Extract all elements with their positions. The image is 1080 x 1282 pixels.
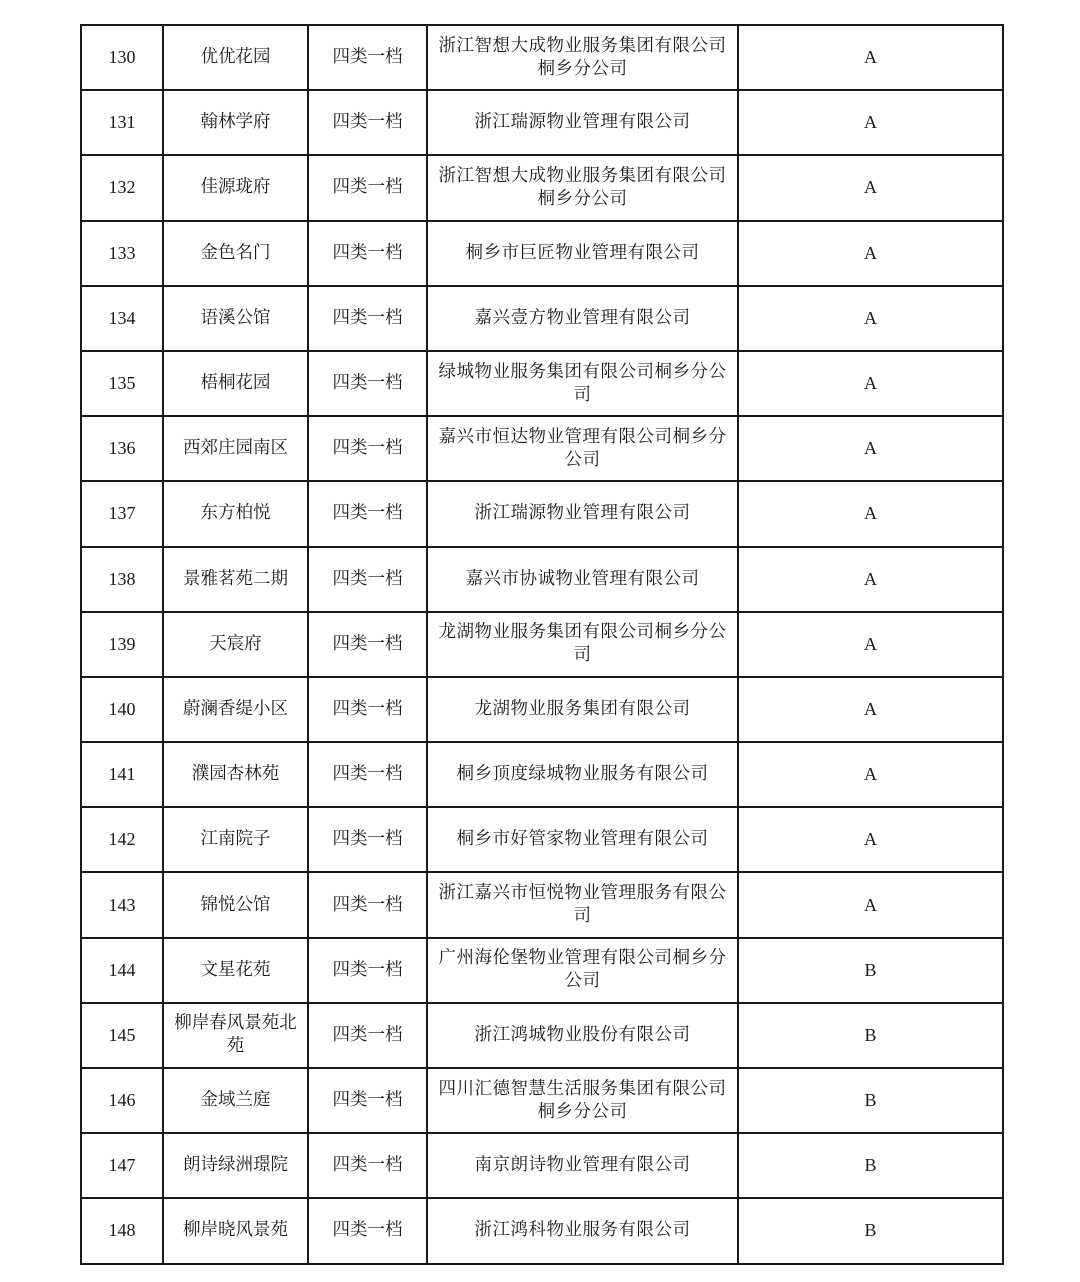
service-category: 四类一档 bbox=[308, 1133, 427, 1198]
property-company: 浙江瑞源物业管理有限公司 bbox=[427, 481, 738, 546]
property-company: 嘉兴壹方物业管理有限公司 bbox=[427, 286, 738, 351]
property-company: 桐乡市好管家物业管理有限公司 bbox=[427, 807, 738, 872]
rating-grade: A bbox=[738, 547, 1003, 612]
residence-name: 景雅茗苑二期 bbox=[163, 547, 308, 612]
row-number: 144 bbox=[81, 938, 163, 1003]
row-number: 139 bbox=[81, 612, 163, 677]
rating-grade: A bbox=[738, 677, 1003, 742]
residence-name: 梧桐花园 bbox=[163, 351, 308, 416]
service-category: 四类一档 bbox=[308, 90, 427, 155]
rating-grade: A bbox=[738, 155, 1003, 220]
table-row bbox=[81, 351, 1003, 416]
row-number: 133 bbox=[81, 221, 163, 286]
rating-grade: B bbox=[738, 1068, 1003, 1133]
row-number: 145 bbox=[81, 1003, 163, 1068]
table-row bbox=[81, 25, 1003, 90]
residence-name: 佳源珑府 bbox=[163, 155, 308, 220]
rating-grade: B bbox=[738, 1133, 1003, 1198]
row-number: 141 bbox=[81, 742, 163, 807]
service-category: 四类一档 bbox=[308, 155, 427, 220]
service-category: 四类一档 bbox=[308, 1068, 427, 1133]
rating-grade: A bbox=[738, 612, 1003, 677]
table-row bbox=[81, 807, 1003, 872]
residence-name: 东方柏悦 bbox=[163, 481, 308, 546]
table-row bbox=[81, 155, 1003, 220]
row-number: 147 bbox=[81, 1133, 163, 1198]
row-number: 131 bbox=[81, 90, 163, 155]
property-company: 四川汇德智慧生活服务集团有限公司桐乡分公司 bbox=[427, 1068, 738, 1133]
property-company: 桐乡市巨匠物业管理有限公司 bbox=[427, 221, 738, 286]
table-body bbox=[81, 25, 1003, 1264]
row-number: 140 bbox=[81, 677, 163, 742]
service-category: 四类一档 bbox=[308, 547, 427, 612]
row-number: 148 bbox=[81, 1198, 163, 1263]
row-number: 132 bbox=[81, 155, 163, 220]
table-row bbox=[81, 221, 1003, 286]
service-category: 四类一档 bbox=[308, 938, 427, 1003]
table-row bbox=[81, 1068, 1003, 1133]
row-number: 143 bbox=[81, 872, 163, 937]
table-row bbox=[81, 416, 1003, 481]
service-category: 四类一档 bbox=[308, 481, 427, 546]
property-company: 南京朗诗物业管理有限公司 bbox=[427, 1133, 738, 1198]
row-number: 142 bbox=[81, 807, 163, 872]
property-company: 浙江鸿科物业服务有限公司 bbox=[427, 1198, 738, 1263]
property-company: 桐乡顶度绿城物业服务有限公司 bbox=[427, 742, 738, 807]
row-number: 130 bbox=[81, 25, 163, 90]
service-category: 四类一档 bbox=[308, 416, 427, 481]
row-number: 146 bbox=[81, 1068, 163, 1133]
row-number: 138 bbox=[81, 547, 163, 612]
property-company: 嘉兴市恒达物业管理有限公司桐乡分公司 bbox=[427, 416, 738, 481]
table-row bbox=[81, 872, 1003, 937]
property-company: 浙江鸿城物业股份有限公司 bbox=[427, 1003, 738, 1068]
residence-name: 语溪公馆 bbox=[163, 286, 308, 351]
rating-grade: A bbox=[738, 286, 1003, 351]
rating-grade: B bbox=[738, 1198, 1003, 1263]
table-row bbox=[81, 938, 1003, 1003]
service-category: 四类一档 bbox=[308, 1003, 427, 1068]
table-row bbox=[81, 1198, 1003, 1263]
rating-grade: B bbox=[738, 938, 1003, 1003]
property-company: 浙江智想大成物业服务集团有限公司桐乡分公司 bbox=[427, 25, 738, 90]
property-company: 龙湖物业服务集团有限公司 bbox=[427, 677, 738, 742]
service-category: 四类一档 bbox=[308, 286, 427, 351]
service-category: 四类一档 bbox=[308, 742, 427, 807]
table-row bbox=[81, 481, 1003, 546]
property-company: 浙江瑞源物业管理有限公司 bbox=[427, 90, 738, 155]
service-category: 四类一档 bbox=[308, 872, 427, 937]
table-row bbox=[81, 547, 1003, 612]
property-company: 嘉兴市协诚物业管理有限公司 bbox=[427, 547, 738, 612]
table-row bbox=[81, 742, 1003, 807]
row-number: 134 bbox=[81, 286, 163, 351]
residence-name: 蔚澜香缇小区 bbox=[163, 677, 308, 742]
residence-name: 金域兰庭 bbox=[163, 1068, 308, 1133]
property-company: 浙江智想大成物业服务集团有限公司桐乡分公司 bbox=[427, 155, 738, 220]
rating-grade: A bbox=[738, 742, 1003, 807]
rating-grade: A bbox=[738, 416, 1003, 481]
service-category: 四类一档 bbox=[308, 25, 427, 90]
table-row bbox=[81, 1133, 1003, 1198]
residence-name: 金色名门 bbox=[163, 221, 308, 286]
rating-grade: A bbox=[738, 221, 1003, 286]
residence-name: 柳岸晓风景苑 bbox=[163, 1198, 308, 1263]
residence-name: 柳岸春风景苑北苑 bbox=[163, 1003, 308, 1068]
rating-grade: A bbox=[738, 351, 1003, 416]
rating-grade: B bbox=[738, 1003, 1003, 1068]
residence-name: 锦悦公馆 bbox=[163, 872, 308, 937]
rating-grade: A bbox=[738, 872, 1003, 937]
residence-name: 翰林学府 bbox=[163, 90, 308, 155]
residence-name: 天宸府 bbox=[163, 612, 308, 677]
property-company: 广州海伦堡物业管理有限公司桐乡分公司 bbox=[427, 938, 738, 1003]
residence-name: 西郊庄园南区 bbox=[163, 416, 308, 481]
property-rating-sheet bbox=[80, 24, 1002, 1265]
residence-name: 濮园杏林苑 bbox=[163, 742, 308, 807]
property-company: 龙湖物业服务集团有限公司桐乡分公司 bbox=[427, 612, 738, 677]
table-row bbox=[81, 677, 1003, 742]
table-row bbox=[81, 612, 1003, 677]
residence-name: 朗诗绿洲璟院 bbox=[163, 1133, 308, 1198]
rating-grade: A bbox=[738, 90, 1003, 155]
service-category: 四类一档 bbox=[308, 612, 427, 677]
service-category: 四类一档 bbox=[308, 807, 427, 872]
rating-grade: A bbox=[738, 25, 1003, 90]
property-rating-table bbox=[80, 24, 1004, 1265]
row-number: 137 bbox=[81, 481, 163, 546]
residence-name: 文星花苑 bbox=[163, 938, 308, 1003]
row-number: 135 bbox=[81, 351, 163, 416]
service-category: 四类一档 bbox=[308, 351, 427, 416]
rating-grade: A bbox=[738, 481, 1003, 546]
service-category: 四类一档 bbox=[308, 677, 427, 742]
table-row bbox=[81, 90, 1003, 155]
property-company: 浙江嘉兴市恒悦物业管理服务有限公司 bbox=[427, 872, 738, 937]
residence-name: 优优花园 bbox=[163, 25, 308, 90]
service-category: 四类一档 bbox=[308, 1198, 427, 1263]
service-category: 四类一档 bbox=[308, 221, 427, 286]
table-row bbox=[81, 1003, 1003, 1068]
residence-name: 江南院子 bbox=[163, 807, 308, 872]
table-row bbox=[81, 286, 1003, 351]
property-company: 绿城物业服务集团有限公司桐乡分公司 bbox=[427, 351, 738, 416]
rating-grade: A bbox=[738, 807, 1003, 872]
row-number: 136 bbox=[81, 416, 163, 481]
